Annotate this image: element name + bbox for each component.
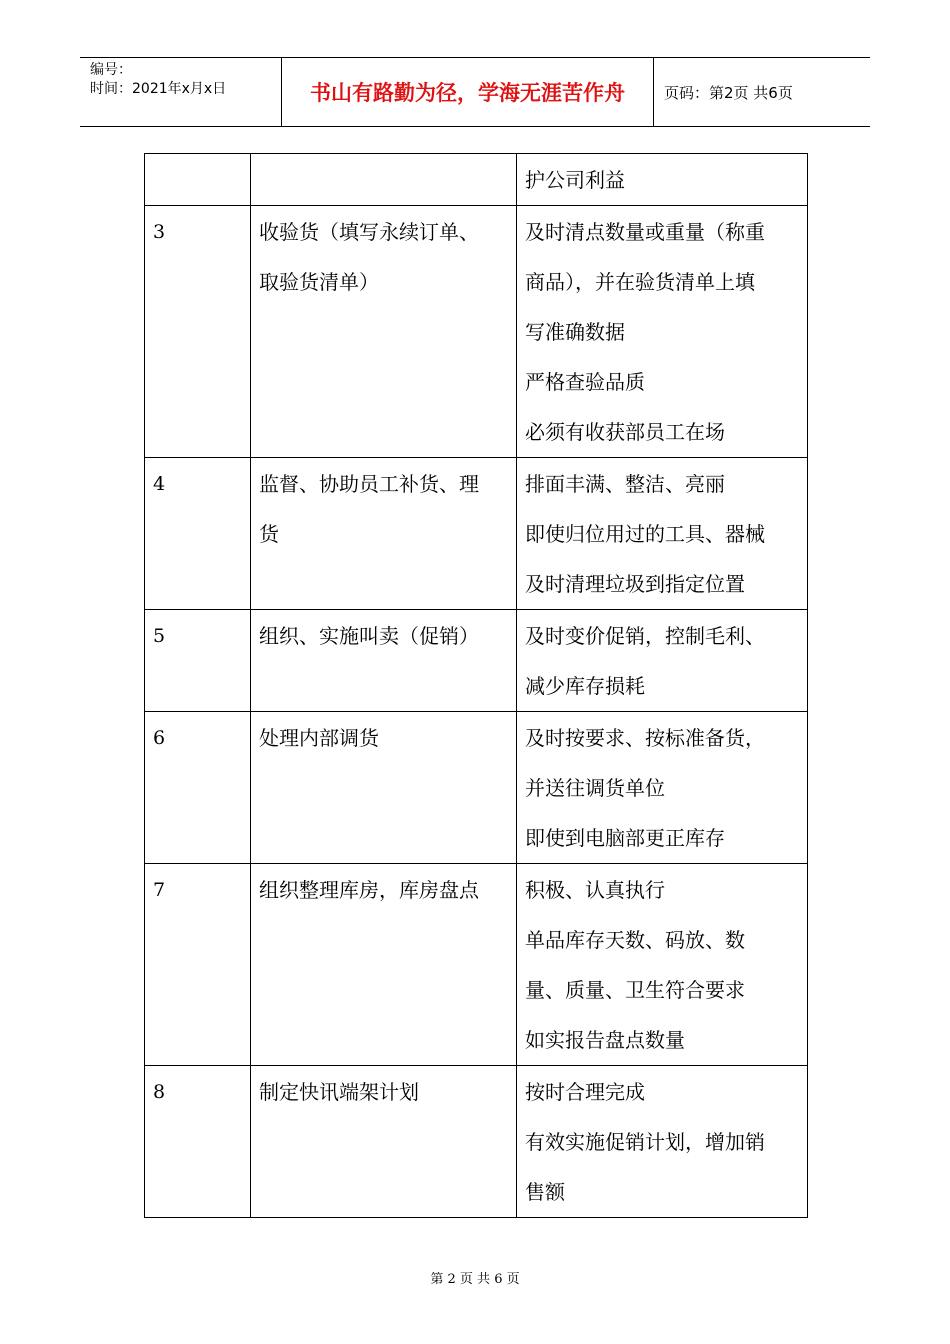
table-row — [145, 206, 808, 458]
standard-line: 严格查验品质 — [525, 370, 645, 394]
row-number: 5 — [145, 610, 251, 712]
standard-line: 护公司利益 — [525, 168, 625, 192]
row-number: 6 — [145, 712, 251, 864]
task-line: 组织整理库房，库房盘点 — [259, 878, 479, 902]
standard-line: 量、质量、卫生符合要求 — [525, 978, 745, 1002]
standard-cell — [517, 610, 808, 712]
page-header — [80, 57, 870, 127]
duty-table — [144, 153, 808, 1218]
table-row — [145, 712, 808, 864]
standard-line: 积极、认真执行 — [525, 878, 665, 902]
standard-line: 及时清理垃圾到指定位置 — [525, 572, 745, 596]
header-meta — [80, 58, 282, 126]
task-cell — [251, 154, 517, 206]
standard-line: 有效实施促销计划，增加销 — [525, 1130, 765, 1154]
task-line — [259, 155, 508, 205]
standard-cell — [517, 154, 808, 206]
task-cell — [251, 610, 517, 712]
page-footer: 第 2 页 共 6 页 — [430, 1272, 520, 1287]
standard-cell — [517, 1066, 808, 1218]
standard-cell — [517, 206, 808, 458]
standard-line: 写准确数据 — [525, 320, 625, 344]
standard-line: 如实报告盘点数量 — [525, 1028, 685, 1052]
standard-line: 及时清点数量或重量（称重 — [525, 220, 765, 244]
standard-line: 即使归位用过的工具、器械 — [525, 522, 765, 546]
standard-line: 按时合理完成 — [525, 1080, 645, 1104]
table-row — [145, 458, 808, 610]
row-number: 4 — [145, 458, 251, 610]
standard-line: 售额 — [525, 1180, 565, 1204]
task-line: 货 — [259, 522, 279, 546]
standard-cell — [517, 864, 808, 1066]
task-cell — [251, 864, 517, 1066]
task-cell — [251, 206, 517, 458]
task-line: 处理内部调货 — [259, 726, 379, 750]
task-cell — [251, 1066, 517, 1218]
task-line: 监督、协助员工补货、理 — [259, 472, 479, 496]
row-number — [145, 154, 251, 206]
task-cell — [251, 458, 517, 610]
row-number: 3 — [145, 206, 251, 458]
standard-line: 单品库存天数、码放、数 — [525, 928, 745, 952]
standard-line: 减少库存损耗 — [525, 674, 645, 698]
table-row — [145, 610, 808, 712]
standard-line: 排面丰满、整洁、亮丽 — [525, 472, 725, 496]
standard-line: 即使到电脑部更正库存 — [525, 826, 725, 850]
table-row — [145, 864, 808, 1066]
standard-cell — [517, 458, 808, 610]
task-cell — [251, 712, 517, 864]
row-number: 7 — [145, 864, 251, 1066]
task-line: 收验货（填写永续订单、 — [259, 220, 479, 244]
time-label: 时间：2021年x月x日 — [90, 81, 227, 97]
standard-line: 及时变价促销，控制毛利、 — [525, 624, 765, 648]
standard-line: 必须有收获部员工在场 — [525, 420, 725, 444]
table-row — [145, 154, 808, 206]
standard-line: 及时按要求、按标准备货， — [525, 726, 765, 750]
task-line: 取验货清单） — [259, 270, 379, 294]
standard-line: 并送往调货单位 — [525, 776, 665, 800]
standard-line: 商品），并在验货清单上填 — [525, 270, 755, 294]
row-number: 8 — [145, 1066, 251, 1218]
header-page-info: 页码：第2页 共6页 — [664, 83, 793, 102]
task-line: 组织、实施叫卖（促销） — [259, 624, 479, 648]
table-row — [145, 1066, 808, 1218]
task-line: 制定快讯端架计划 — [259, 1080, 419, 1104]
number-label: 编号： — [90, 62, 132, 78]
standard-cell — [517, 712, 808, 864]
header-motto: 书山有路勤为径，学海无涯苦作舟 — [282, 58, 654, 126]
